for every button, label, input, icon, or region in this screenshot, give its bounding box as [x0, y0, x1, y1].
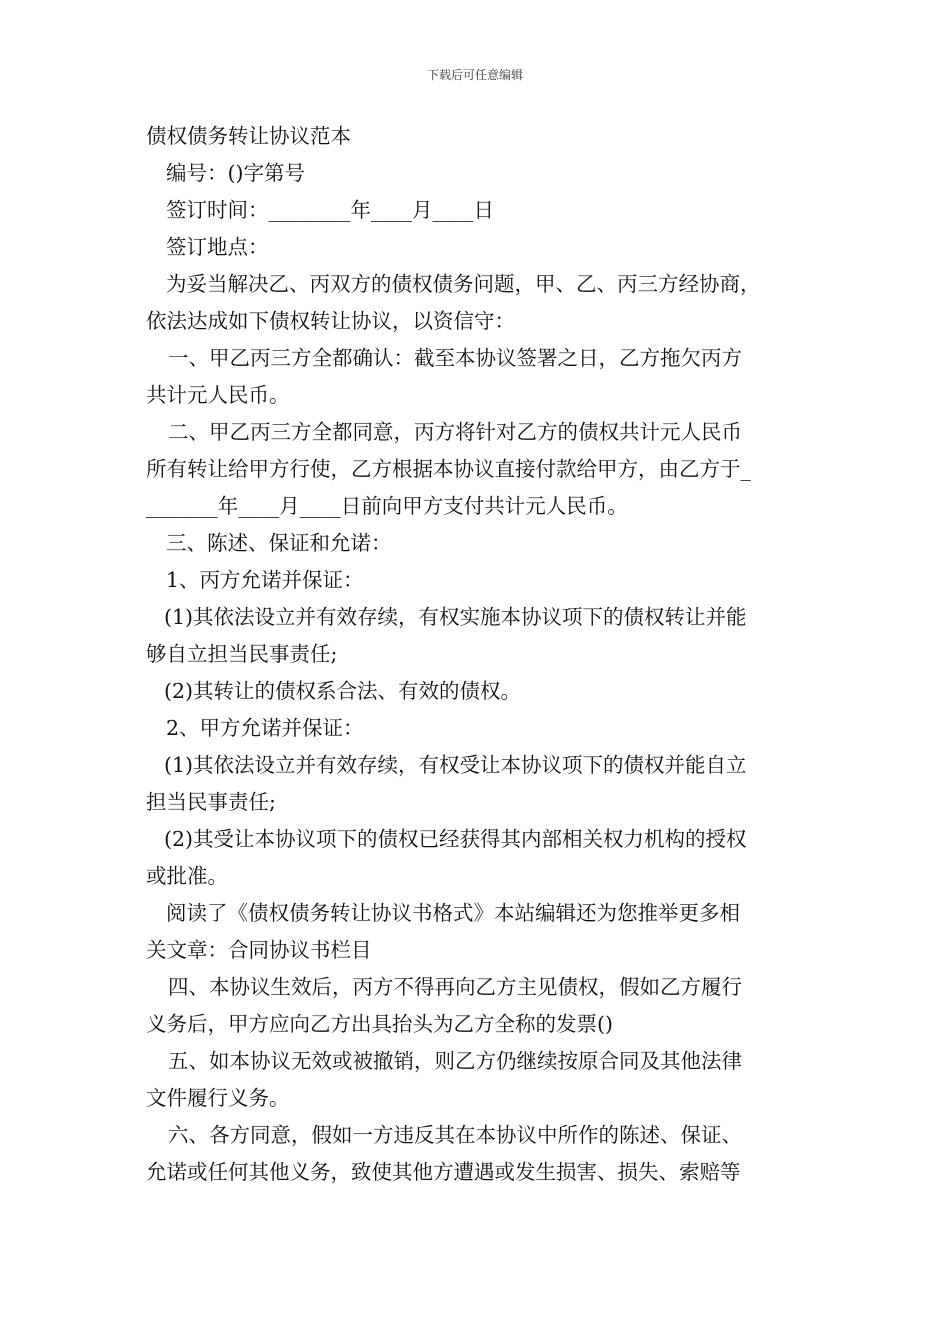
document-line: 三、陈述、保证和允诺： — [166, 531, 392, 555]
document-line: 关文章：合同协议书栏目 — [146, 938, 372, 962]
document-line: 所有转让给甲方行使，乙方根据本协议直接付款给甲方，由乙方于_ — [146, 457, 751, 481]
document-line: (2)其受让本协议项下的债权已经获得其内部相关权力机构的授权 — [164, 827, 747, 851]
document-line: 1、丙方允诺并保证： — [166, 568, 364, 592]
document-line: 五、如本协议无效或被撤销，则乙方仍继续按原合同及其他法律 — [168, 1049, 742, 1073]
document-line: 阅读了《债权债务转让协议书格式》本站编辑还为您推举更多相 — [166, 901, 740, 925]
document-line: 义务后，甲方应向乙方出具抬头为乙方全称的发票() — [146, 1012, 613, 1036]
document-line: 二、甲乙丙三方全都同意，丙方将针对乙方的债权共计元人民币 — [168, 420, 742, 444]
document-line: 2、甲方允诺并保证： — [166, 716, 364, 740]
document-line: 签订时间：________年____月____日 — [166, 198, 494, 222]
document-line: _______年____月____日前向甲方支付共计元人民币。 — [146, 494, 628, 518]
document-lines — [146, 155, 818, 1191]
document-line: 编号：()字第号 — [166, 161, 305, 185]
page-header-note: 下载后可任意编辑 — [426, 68, 523, 82]
document-line: 够自立担当民事责任; — [146, 642, 338, 666]
document-line: 文件履行义务。 — [146, 1086, 290, 1110]
document-line: 一、甲乙丙三方全都确认：截至本协议签署之日，乙方拖欠丙方 — [168, 346, 742, 370]
document-line: 担当民事责任; — [146, 790, 276, 814]
document-line: 签订地点： — [166, 235, 269, 259]
document-line: 六、各方同意，假如一方违反其在本协议中所作的陈述、保证、 — [168, 1123, 742, 1147]
document-line: 依法达成如下债权转让协议，以资信守： — [146, 309, 515, 333]
document-line: (1)其依法设立并有效存续，有权受让本协议项下的债权并能自立 — [164, 753, 747, 777]
document-line: 为妥当解决乙、丙双方的债权债务问题，甲、乙、丙三方经协商， — [166, 272, 761, 296]
document-line: (1)其依法设立并有效存续，有权实施本协议项下的债权转让并能 — [164, 605, 747, 629]
document-body — [146, 118, 818, 1191]
document-line: 共计元人民币。 — [146, 383, 290, 407]
document-line: (2)其转让的债权系合法、有效的债权。 — [164, 679, 522, 703]
document-line: 允诺或任何其他义务，致使其他方遭遇或发生损害、损失、索赔等 — [146, 1160, 741, 1184]
document-line: 四、本协议生效后，丙方不得再向乙方主见债权，假如乙方履行 — [168, 975, 742, 999]
document-line: 或批准。 — [146, 864, 228, 888]
document-title: 债权债务转让协议范本 — [146, 124, 351, 148]
